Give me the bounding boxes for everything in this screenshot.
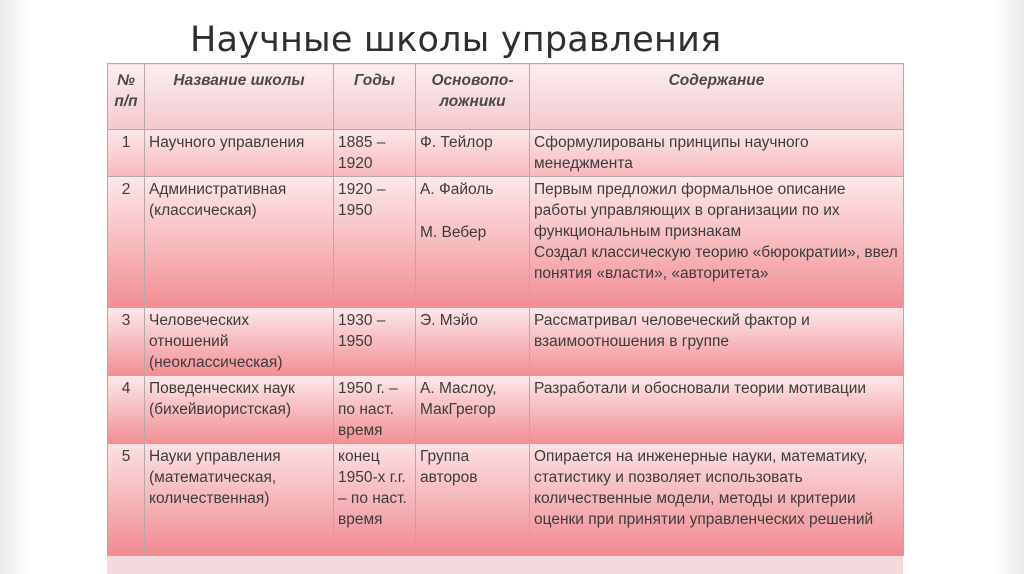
school-name: Научного управления — [145, 130, 334, 177]
row-number: 1 — [108, 130, 145, 177]
content-text: Первым предложил формальное описание работы управляющих в организации по их функциональным признакам — [534, 181, 846, 240]
school-years: конец 1950-х г.г. – по наст. время — [334, 444, 416, 556]
header-years: Годы — [334, 64, 416, 130]
slide-title: Научные школы управления — [190, 20, 722, 60]
school-founders — [416, 308, 530, 376]
school-founders — [416, 444, 530, 556]
content-text: Опирается на инженерные науки, математику, статистику и позволяет использовать количественные модели, методы и критерии оценки при принятии управленческих решений — [534, 448, 874, 528]
school-years: 1885 – 1920 — [334, 130, 416, 177]
right-edge-shadow — [996, 0, 1024, 574]
content-text: Создал классическую теорию «бюрократии», ввел понятия «власти», «авторитета» — [534, 244, 898, 282]
header-num: № п/п — [108, 64, 145, 130]
school-founders — [416, 177, 530, 308]
table-row — [108, 444, 904, 556]
school-name: Поведенческих наук (бихейвиористская) — [145, 376, 334, 444]
content-text: Сформулированы принципы научного менеджмента — [534, 134, 809, 172]
content-text: Рассматривал человеческий фактор и взаимоотношения в группе — [534, 312, 810, 350]
founder: Ф. Тейлор — [420, 134, 493, 151]
header-school: Название школы — [145, 64, 334, 130]
school-content — [530, 376, 904, 444]
school-founders — [416, 376, 530, 444]
row-number: 5 — [108, 444, 145, 556]
row-number: 4 — [108, 376, 145, 444]
school-name: Человеческих отношений (неоклассическая) — [145, 308, 334, 376]
row-number: 2 — [108, 177, 145, 308]
row-number: 3 — [108, 308, 145, 376]
table-row — [108, 177, 904, 308]
content-text: Разработали и обосновали теории мотивации — [534, 380, 867, 397]
school-content — [530, 444, 904, 556]
schools-table-container — [107, 63, 903, 574]
founder: А. Файоль — [420, 181, 494, 198]
school-content — [530, 308, 904, 376]
school-name: Науки управления (математическая, количественная) — [145, 444, 334, 556]
school-years: 1930 – 1950 — [334, 308, 416, 376]
header-content: Содержание — [530, 64, 904, 130]
founder: Э. Мэйо — [420, 312, 479, 329]
school-founders — [416, 130, 530, 177]
table-row — [108, 376, 904, 444]
school-years: 1950 г. – по наст. время — [334, 376, 416, 444]
schools-table — [107, 63, 904, 556]
school-content — [530, 177, 904, 308]
table-row — [108, 308, 904, 376]
header-founders: Основопо-ложники — [416, 64, 530, 130]
founder: Группа авторов — [420, 448, 478, 486]
school-years: 1920 – 1950 — [334, 177, 416, 308]
founder: А. Маслоу, МакГрегор — [420, 380, 497, 418]
school-content — [530, 130, 904, 177]
table-row — [108, 130, 904, 177]
table-header-row — [108, 64, 904, 130]
founder: М. Вебер — [420, 224, 487, 241]
left-edge-shadow — [0, 0, 28, 574]
school-name: Административная (классическая) — [145, 177, 334, 308]
